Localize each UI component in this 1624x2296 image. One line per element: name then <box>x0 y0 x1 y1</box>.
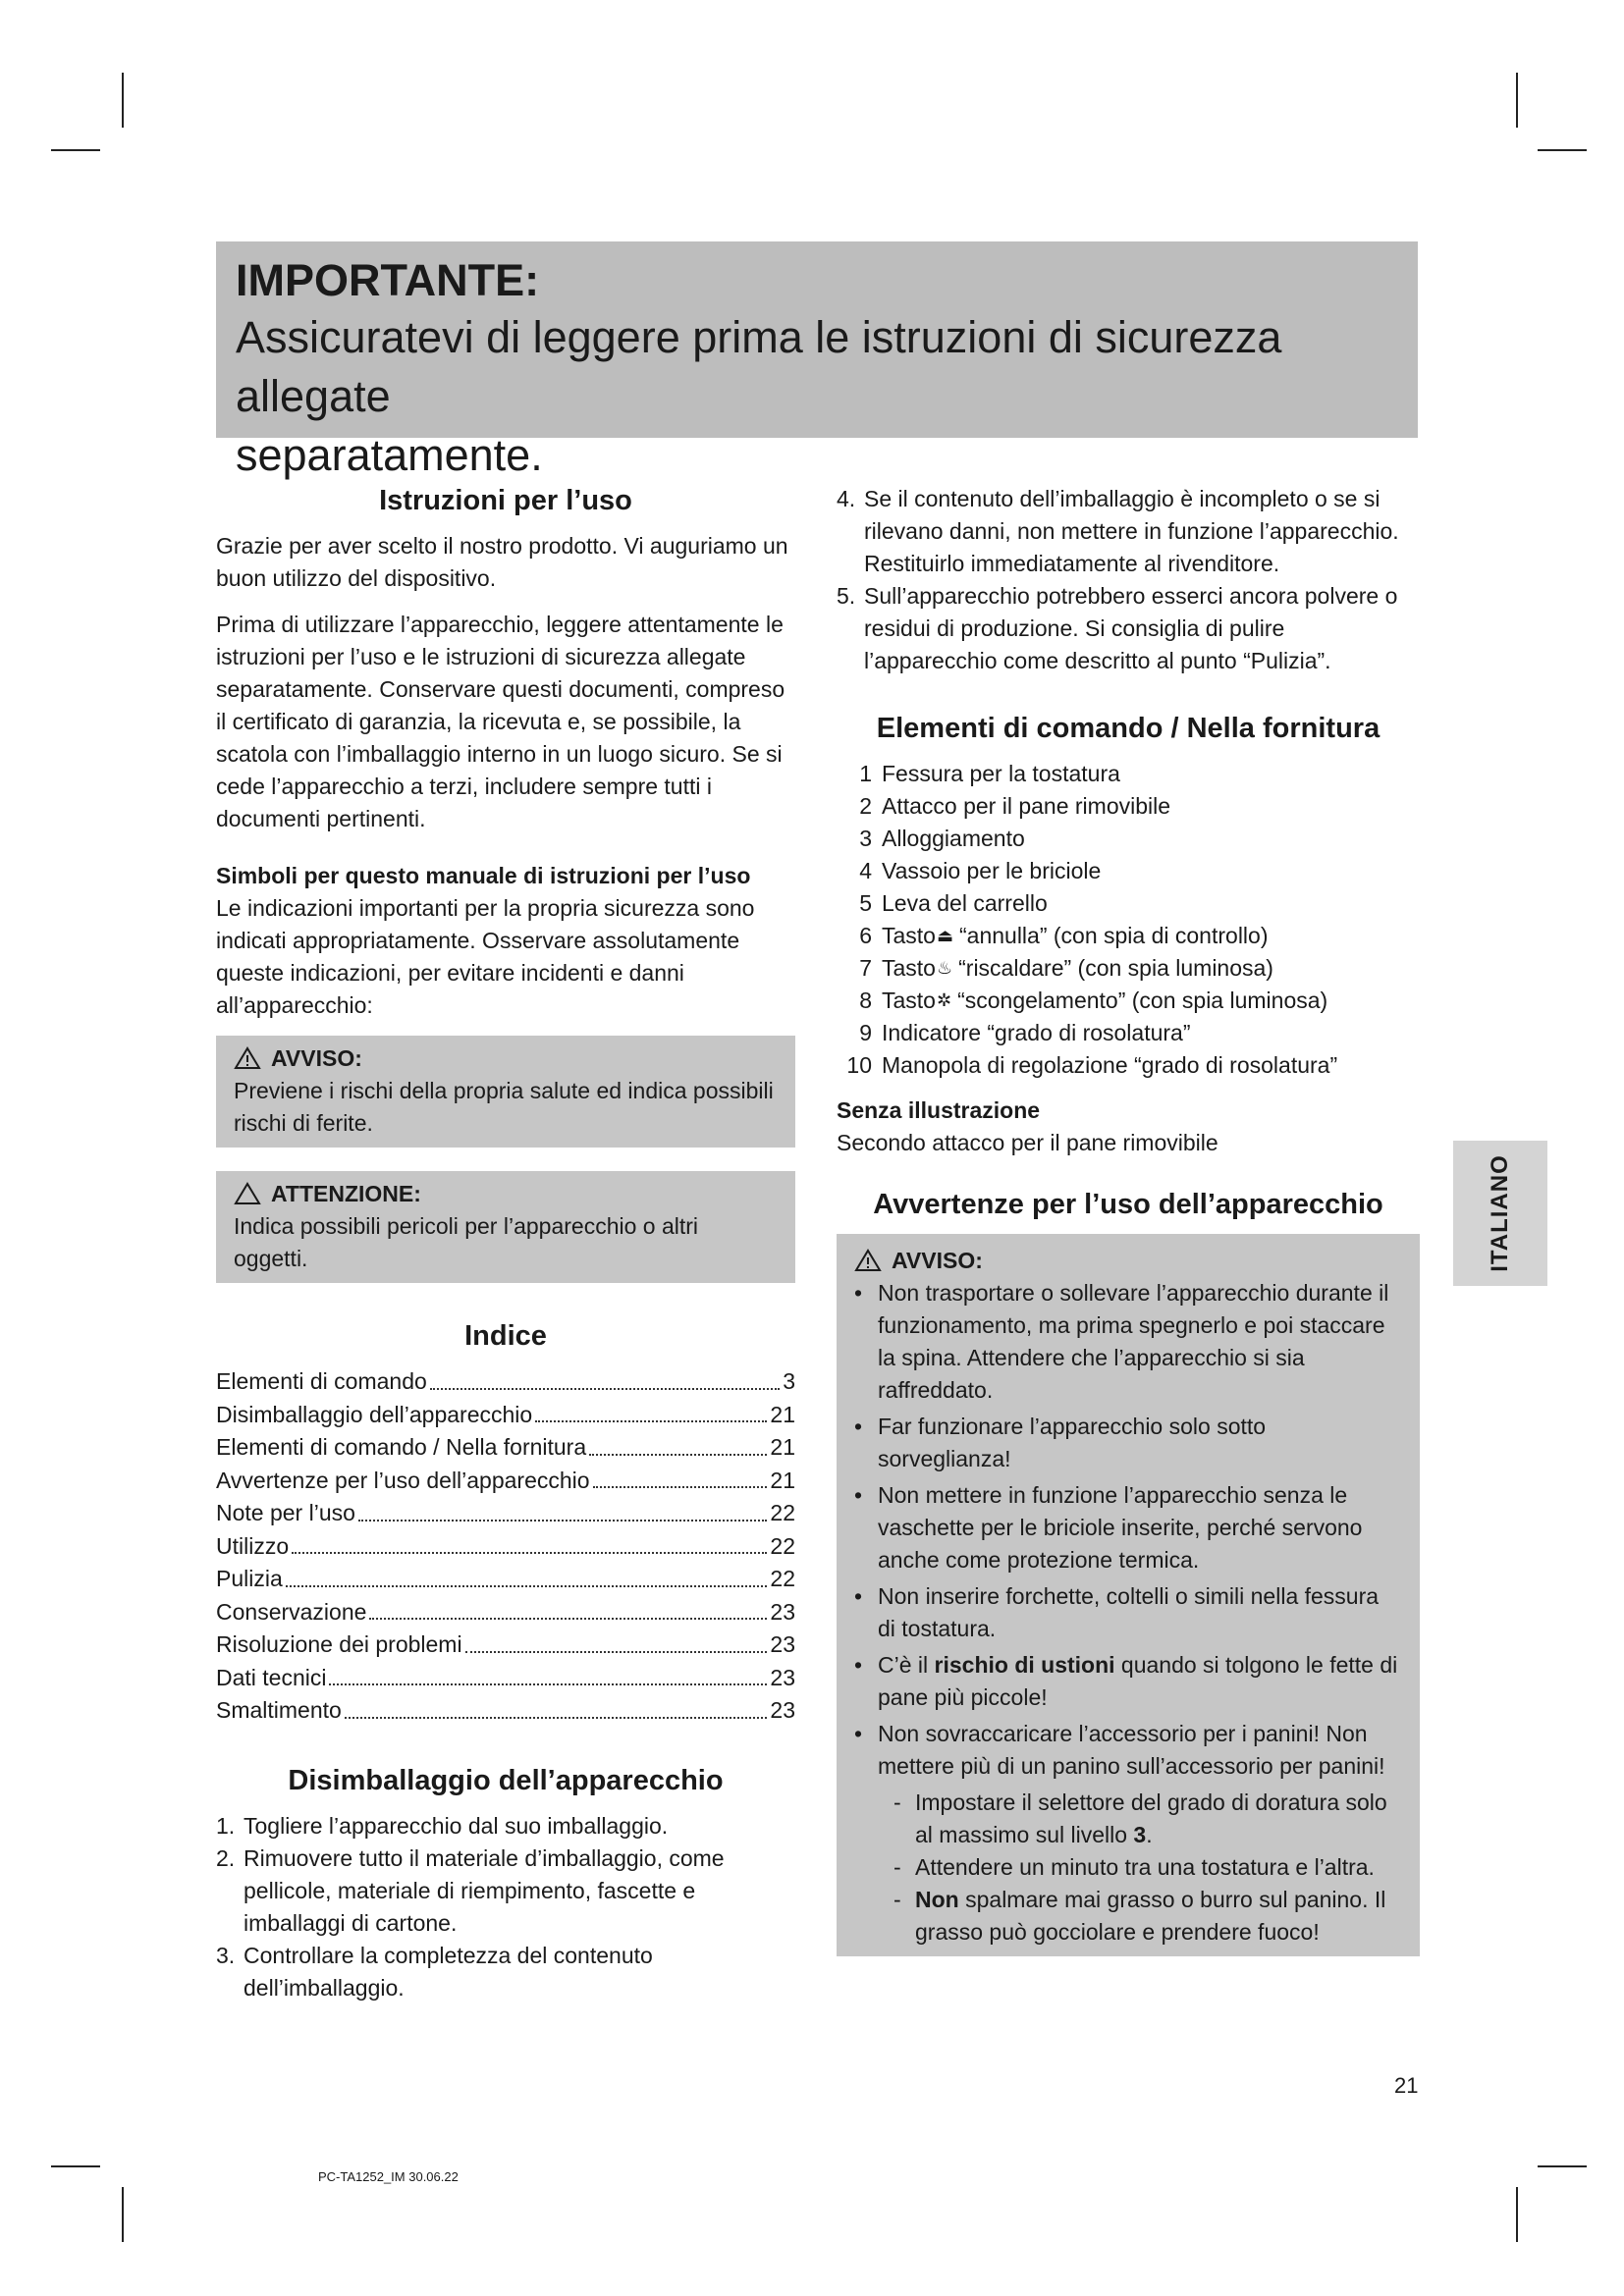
list-item: 10 Manopola di regolazione “grado di rosolatura” <box>846 1052 1338 1078</box>
left-column <box>216 483 795 2004</box>
footer-code: PC-TA1252_IM 30.06.22 <box>318 2169 459 2184</box>
instructions-paragraph: Prima di utilizzare l’apparecchio, leggere attentamente le istruzioni per l’uso e le istruzioni di sicurezza allegate separatamente. Conservare questi documenti, compreso il certificato di garanzia, la ricevuta e, se possibile, la scatola con l’imballaggio interno in un luogo sicuro. Se si cede l’apparecchio a terzi, includere sempre tutti i documenti pertinenti. <box>216 612 785 831</box>
banner-line-2: separatamente. <box>236 430 543 480</box>
warning-text: Previene i rischi della propria salute ed indica possibili rischi di ferite. <box>234 1078 774 1136</box>
warning-label: AVVISO: <box>271 1045 362 1071</box>
instructions-title: Istruzioni per l’uso <box>379 485 632 516</box>
language-tab <box>1453 1141 1547 1286</box>
symbols-paragraph: Le indicazioni importanti per la propria sicurezza sono indicati appropriatamente. Osservare assolutamente queste indicazioni, per evitare incidenti e danni all’apparecchio: <box>216 895 755 1018</box>
toc-item[interactable]: Elementi di comando / Nella fornitura 21 <box>216 1431 795 1465</box>
list-item: 9 Indicatore “grado di rosolatura” <box>859 1020 1191 1045</box>
crop-mark <box>122 2187 124 2242</box>
unpacking-list-continued <box>837 483 1420 677</box>
toc-item[interactable]: Elementi di comando 3 <box>216 1365 795 1399</box>
cancel-icon: ⏏ <box>936 926 953 945</box>
components-title: Elementi di comando / Nella fornitura <box>876 713 1380 744</box>
toc-item[interactable]: Disimballaggio dell’apparecchio 21 <box>216 1399 795 1432</box>
toc-item[interactable]: Risoluzione dei problemi 23 <box>216 1629 795 1662</box>
toc-item[interactable]: Smaltimento 23 <box>216 1694 795 1728</box>
crop-mark <box>51 2165 100 2167</box>
language-label: ITALIANO <box>1487 1154 1514 1272</box>
list-item: 5. Sull’apparecchio potrebbero esserci ancora polvere o residui di produzione. Si consiglia di pulire l’apparecchio come descritto al punto “Pulizia”. <box>837 583 1398 673</box>
banner-line-1: Assicuratevi di leggere prima le istruzioni di sicurezza allegate <box>236 312 1282 421</box>
components-list <box>837 758 1420 1082</box>
warning-triangle-icon <box>234 1046 261 1070</box>
banner-title: IMPORTANTE: <box>236 255 540 305</box>
caution-label: ATTENZIONE: <box>271 1181 421 1206</box>
caution-triangle-icon <box>234 1182 261 1205</box>
usage-warning-box <box>837 1234 1420 1956</box>
toc-list <box>216 1365 795 1728</box>
list-item: • Non inserire forchette, coltelli o simili nella fessura di tostatura. <box>854 1583 1380 1641</box>
defrost-icon: ✲ <box>936 990 952 1010</box>
symbols-title: Simboli per questo manuale di istruzioni per l’uso <box>216 863 751 888</box>
list-item: 3. Controllare la completezza del contenuto dell’imballaggio. <box>216 1942 653 2001</box>
caution-text: Indica possibili pericoli per l’apparecchio o altri oggetti. <box>234 1213 699 1271</box>
list-item: 7 Tasto ♨ “riscaldare” (con spia luminosa) <box>837 952 1420 985</box>
important-banner <box>216 241 1418 480</box>
list-item: • Non trasportare o sollevare l’apparecchio durante il funzionamento, ma prima spegnerlo e poi staccare la spina. Attendere che l’apparecchio si sia raffreddato. <box>854 1280 1389 1403</box>
list-item: 1. Togliere l’apparecchio dal suo imballaggio. <box>216 1812 669 1839</box>
no-illustration-text: Secondo attacco per il pane rimovibile <box>837 1130 1218 1155</box>
sub-list-item: - Non spalmare mai grasso o burro sul panino. Il grasso può gocciolare e prendere fuoco! <box>893 1887 1386 1945</box>
page-number: 21 <box>1394 2073 1419 2098</box>
list-item: • C’è il rischio di ustioni quando si tolgono le fette di pane più piccole! <box>854 1652 1398 1710</box>
intro-paragraph: Grazie per aver scelto il nostro prodotto. Vi auguriamo un buon utilizzo del dispositivo. <box>216 533 788 591</box>
toc-item[interactable]: Utilizzo 22 <box>216 1530 795 1564</box>
list-item: 6 Tasto ⏏ “annulla” (con spia di controllo) <box>837 920 1420 952</box>
usage-warning-list <box>854 1277 1402 1783</box>
usage-warnings-title: Avvertenze per l’uso dell’apparecchio <box>873 1189 1383 1220</box>
warning-triangle-icon <box>854 1249 882 1272</box>
list-item: • Non sovraccaricare l’accessorio per i panini! Non mettere più di un panino sull’accessorio per panini! <box>854 1721 1385 1779</box>
heat-icon: ♨ <box>936 958 953 978</box>
unpacking-title: Disimballaggio dell’apparecchio <box>288 1764 724 1796</box>
sub-list-item: - Attendere un minuto tra una tostatura e l’altra. <box>893 1854 1375 1880</box>
crop-mark <box>1516 2187 1518 2242</box>
toc-item[interactable]: Dati tecnici 23 <box>216 1662 795 1695</box>
list-item: • Non mettere in funzione l’apparecchio senza le vaschette per le briciole inserite, perché servono anche come protezione termica. <box>854 1482 1363 1573</box>
right-column <box>837 483 1420 1980</box>
list-item: 3 Alloggiamento <box>859 826 1025 851</box>
list-item: 2 Attacco per il pane rimovibile <box>859 793 1171 819</box>
usage-warning-label: AVVISO: <box>892 1248 983 1273</box>
list-item: 2. Rimuovere tutto il materiale d’imballaggio, come pellicole, materiale di riempimento, fascette e imballaggi di cartone. <box>216 1844 725 1936</box>
toc-item[interactable]: Conservazione 23 <box>216 1596 795 1629</box>
crop-mark <box>1538 149 1587 151</box>
toc-item[interactable]: Pulizia 22 <box>216 1563 795 1596</box>
sub-list-item: - Impostare il selettore del grado di doratura solo al massimo sul livello 3. <box>893 1789 1387 1847</box>
list-item: 4 Vassoio per le briciole <box>859 858 1102 883</box>
unpacking-list <box>216 1810 795 2004</box>
crop-mark <box>1516 73 1518 128</box>
toc-item[interactable]: Note per l’uso 22 <box>216 1497 795 1530</box>
crop-mark <box>122 73 124 128</box>
caution-box <box>216 1171 795 1283</box>
list-item: • Far funzionare l’apparecchio solo sotto sorveglianza! <box>854 1414 1267 1471</box>
list-item: 8 Tasto ✲ “scongelamento” (con spia luminosa) <box>837 985 1420 1017</box>
list-item: 1 Fessura per la tostatura <box>859 761 1120 786</box>
warning-box <box>216 1036 795 1148</box>
crop-mark <box>1538 2165 1587 2167</box>
crop-mark <box>51 149 100 151</box>
toc-title: Indice <box>464 1320 547 1352</box>
list-item: 5 Leva del carrello <box>859 890 1048 916</box>
no-illustration-title: Senza illustrazione <box>837 1097 1041 1123</box>
list-item: 4. Se il contenuto dell’imballaggio è incompleto o se si rilevano danni, non mettere in funzione l’apparecchio. Restituirlo immediatamente al rivenditore. <box>837 486 1399 576</box>
toc-item[interactable]: Avvertenze per l’uso dell’apparecchio 21 <box>216 1465 795 1498</box>
